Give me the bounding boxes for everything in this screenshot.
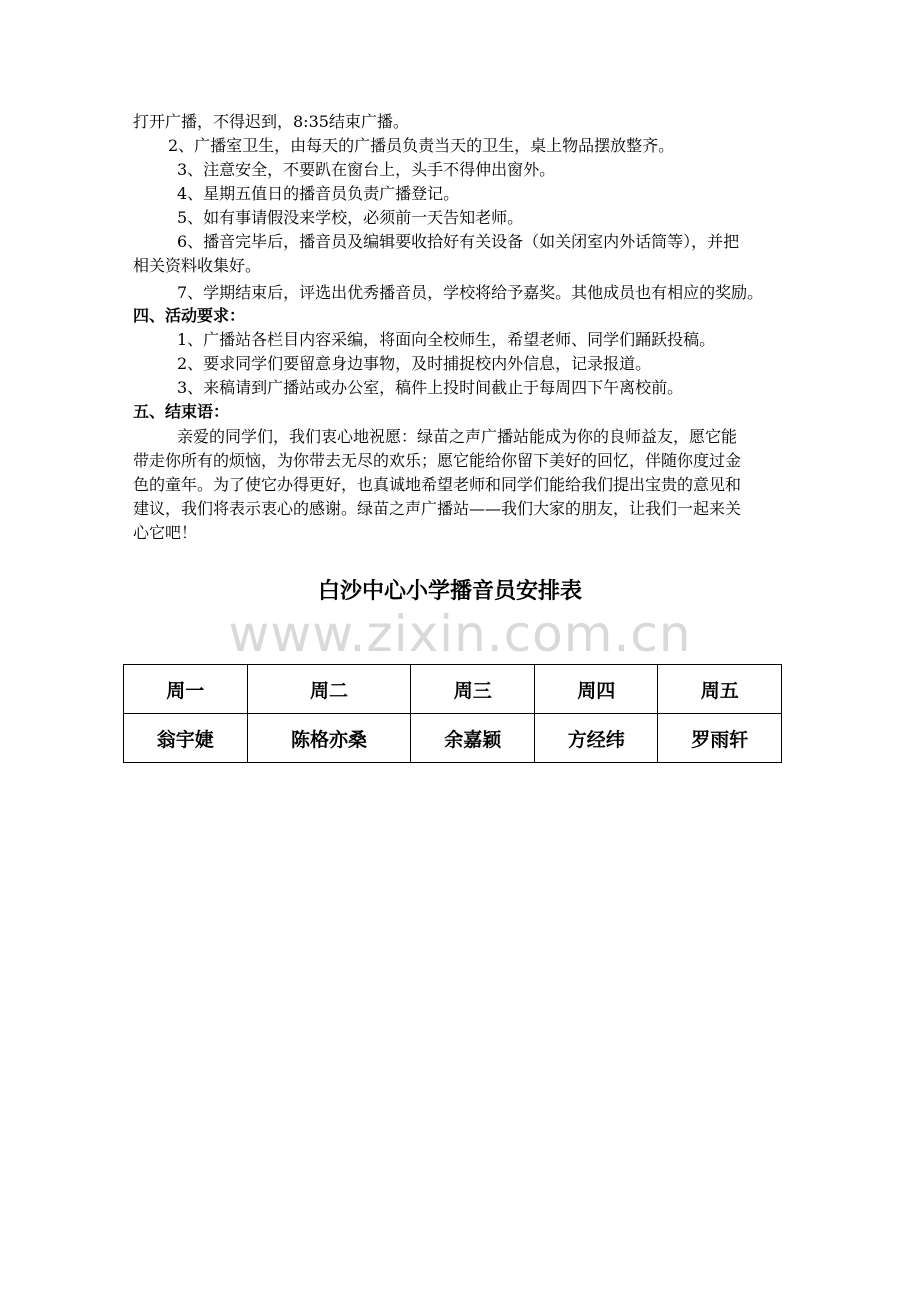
closing-line-4: 建议，我们将表示衷心的感谢。绿苗之声广播站——我们大家的朋友，让我们一起来关: [133, 499, 742, 518]
schedule-title: 白沙中心小学播音员安排表: [317, 579, 582, 604]
name-cell-monday: 翁宇婕: [124, 714, 248, 763]
rule-item-6: 6、播音完毕后，播音员及编辑要收拾好有关设备（如关闭室内外话筒等），并把: [177, 232, 740, 251]
rule-item-5: 5、如有事请假没来学校，必须前一天告知老师。: [177, 208, 524, 227]
section-heading-activity-requirements: 四、活动要求：: [133, 306, 246, 325]
header-cell-tuesday: 周二: [247, 665, 411, 714]
schedule-header-row: [124, 665, 782, 714]
rule-item-3: 3、注意安全，不要趴在窗台上，头手不得伸出窗外。: [177, 160, 556, 179]
rule-item-6-continued: 相关资料收集好。: [133, 256, 262, 275]
body-line-1: 打开广播，不得迟到，8:35结束广播。: [133, 112, 409, 131]
requirement-item-2: 2、要求同学们要留意身边事物，及时捕捉校内外信息，记录报道。: [177, 354, 652, 373]
header-cell-thursday: 周四: [534, 665, 658, 714]
name-cell-wednesday: 余嘉颖: [411, 714, 535, 763]
section-heading-closing: 五、结束语：: [133, 402, 230, 421]
watermark: www.zixin.com.cn: [228, 605, 692, 663]
schedule-name-row: [124, 714, 782, 763]
name-cell-tuesday: 陈格亦桑: [247, 714, 411, 763]
header-cell-friday: 周五: [658, 665, 782, 714]
rule-item-7: 7、学期结束后，评选出优秀播音员，学校将给予嘉奖。其他成员也有相应的奖励。: [177, 283, 764, 302]
schedule-table: [123, 664, 782, 763]
header-cell-wednesday: 周三: [411, 665, 535, 714]
closing-line-1: 亲爱的同学们，我们衷心地祝愿：绿苗之声广播站能成为你的良师益友，愿它能: [177, 427, 738, 446]
closing-line-2: 带走你所有的烦恼，为你带去无尽的欢乐；愿它能给你留下美好的回忆，伴随你度过金: [133, 451, 742, 470]
closing-line-3: 色的童年。为了使它办得更好，也真诚地希望老师和同学们能给我们提出宝贵的意见和: [133, 475, 742, 494]
rule-item-2: 2、广播室卫生，由每天的广播员负责当天的卫生，桌上物品摆放整齐。: [168, 136, 675, 155]
rule-item-4: 4、星期五值日的播音员负责广播登记。: [177, 184, 460, 203]
requirement-item-1: 1、广播站各栏目内容采编，将面向全校师生，希望老师、同学们踊跃投稿。: [177, 330, 716, 349]
name-cell-friday: 罗雨轩: [658, 714, 782, 763]
closing-line-5: 心它吧！: [133, 523, 198, 542]
requirement-item-3: 3、来稿请到广播站或办公室，稿件上投时间截止于每周四下午离校前。: [177, 378, 684, 397]
header-cell-monday: 周一: [124, 665, 248, 714]
name-cell-thursday: 方经纬: [534, 714, 658, 763]
